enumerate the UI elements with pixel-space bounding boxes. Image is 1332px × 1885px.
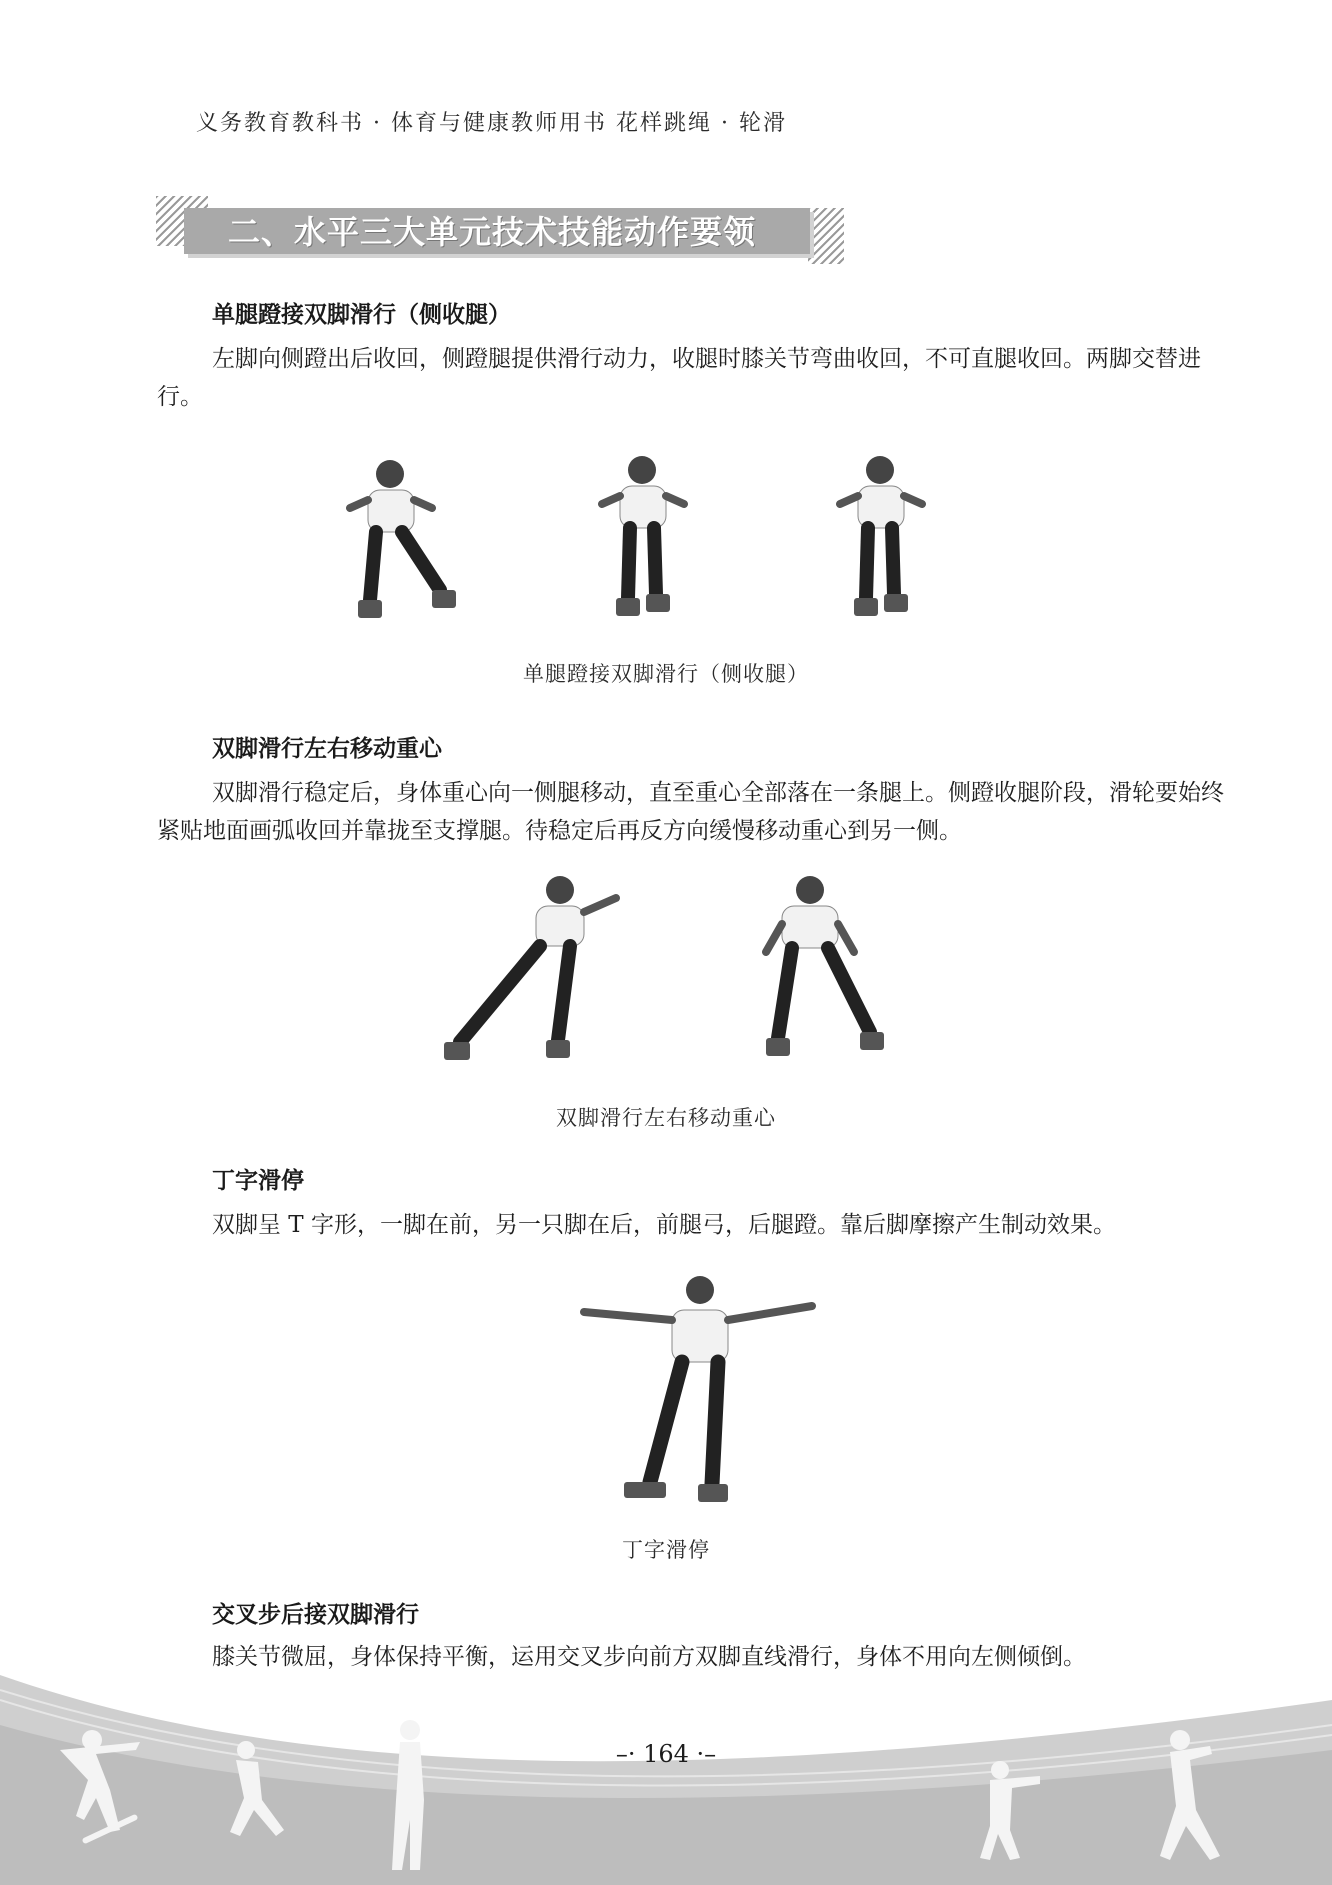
skater-photo-6	[584, 1276, 812, 1502]
section-banner	[156, 196, 846, 266]
paragraph-weight-shift: 双脚滑行稳定后，身体重心向一侧腿移动，直至重心全部落在一条腿上。侧蹬收腿阶段，滑轮要始终紧贴地面画弧收回并靠拢至支撑腿。待稳定后再反方向缓慢移动重心到另一侧。	[157, 780, 1224, 844]
section-title: 二、水平三大单元技术技能动作要领	[228, 213, 757, 251]
caption-side-push: 单腿蹬接双脚滑行（侧收腿）	[523, 662, 809, 686]
skater-photo-4	[444, 876, 616, 1060]
paragraph-crossover: 膝关节微屈，身体保持平衡，运用交叉步向前方双脚直线滑行，身体不用向左侧倾倒。	[212, 1644, 1086, 1670]
heading-side-push: 单腿蹬接双脚滑行（侧收腿）	[212, 302, 511, 328]
photo-t-stop	[580, 1272, 820, 1522]
running-head: 义务教育教科书 · 体育与健康教师用书 花样跳绳 · 轮滑	[196, 111, 787, 136]
heading-crossover: 交叉步后接双脚滑行	[212, 1602, 419, 1628]
heading-weight-shift: 双脚滑行左右移动重心	[212, 736, 442, 762]
skater-photo-2	[602, 456, 684, 616]
caption-weight-shift: 双脚滑行左右移动重心	[556, 1106, 776, 1130]
heading-t-stop: 丁字滑停	[212, 1168, 304, 1194]
skater-photo-1	[350, 460, 456, 618]
paragraph-t-stop: 双脚呈 T 字形，一脚在前，另一只脚在后，前腿弓，后腿蹬。靠后脚摩擦产生制动效果。	[212, 1212, 1116, 1238]
page-number: –· 164 ·–	[615, 1740, 717, 1768]
skater-photo-3	[840, 456, 922, 616]
photo-row-weight-shift	[430, 872, 910, 1082]
photo-row-side-push	[330, 440, 970, 640]
banner-hatch-right	[808, 208, 844, 264]
paragraph-side-push: 左脚向侧蹬出后收回，侧蹬腿提供滑行动力，收腿时膝关节弯曲收回，不可直腿收回。两脚交替进行。	[157, 346, 1201, 410]
skater-photo-5	[766, 876, 884, 1056]
caption-t-stop: 丁字滑停	[622, 1538, 710, 1562]
